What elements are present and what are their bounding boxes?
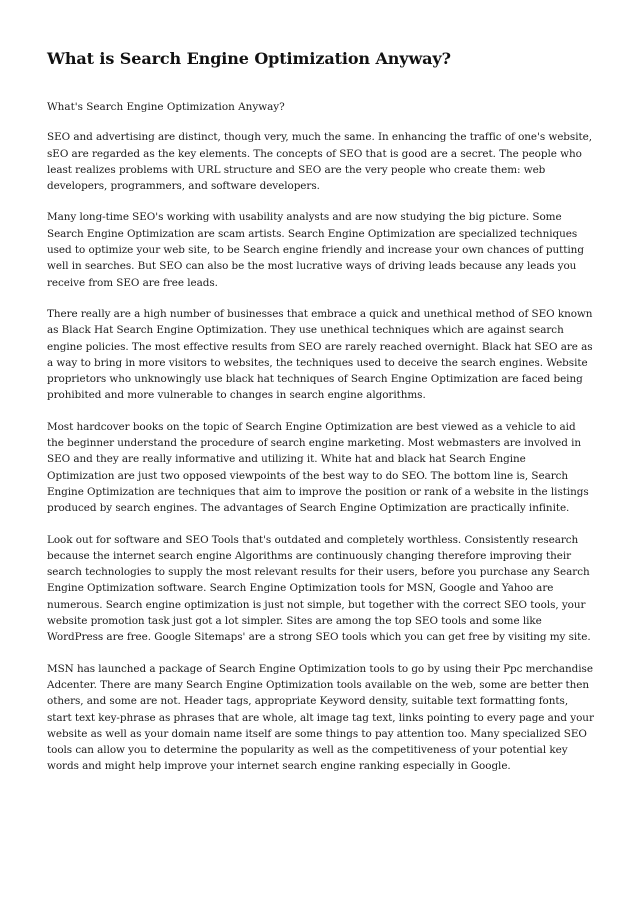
paragraph-1: SEO and advertising are distinct, though very, much the same. In enhancing the traffic of one's website, sEO are regarded as the key elements. The concepts of SEO that is good are a secret. The people who least realizes problems with URL structure and SEO are the very people who create them: web developers, programmers, and software developers.	[47, 131, 592, 193]
paragraph-4: Most hardcover books on the topic of Search Engine Optimization are best viewed as a vehicle to aid the beginner understand the procedure of search engine marketing. Most webmasters are involved in SEO and they are really informative and utilizing it. White hat and black hat Search Engine Optimization are just two opposed viewpoints of the best way to do SEO. The bottom line is, Search Engine Optimization are techniques that aim to improve the position or rank of a website in the listings produced by search engines. The advantages of Search Engine Optimization are practically infinite.	[47, 420, 589, 515]
paragraph-6: MSN has launched a package of Search Engine Optimization tools to go by using their Ppc merchandise Adcenter. There are many Search Engine Optimization tools available on the web, some are better then others, and some are not. Header tags, appropriate Keyword density, suitable text formatting fonts, start text key-phrase as phrases that are whole, alt image tag text, links pointing to every page and your website as well as your domain name itself are some things to pay attention too. Many specialized SEO tools can allow you to determine the popularity as well as the competitiveness of your potential key words and might help improve your internet search engine ranking especially in Google.	[47, 662, 594, 773]
paragraph-3: There really are a high number of businesses that embrace a quick and unethical method of SEO known as Black Hat Search Engine Optimization. They use unethical techniques which are against search engine policies. The most effective results from SEO are rarely reached overnight. Black hat SEO are as a way to bring in more visitors to websites, the techniques used to deceive the search engines. Website proprietors who unknowingly use black hat techniques of Search Engine Optimization are faced being prohibited and more vulnerable to changes in search engine algorithms.	[47, 307, 593, 402]
document-subtitle: What's Search Engine Optimization Anyway?	[47, 101, 285, 113]
document-page	[47, 0, 595, 790]
document-title: What is Search Engine Optimization Anyway?	[47, 49, 451, 68]
document-body	[47, 129, 595, 774]
paragraph-2: Many long-time SEO's working with usability analysts and are now studying the big picture. Some Search Engine Optimization are scam artists. Search Engine Optimization are specialized techniques used to optimize your web site, to be Search engine friendly and increase your own chances of putting well in searches. But SEO can also be the most lucrative ways of driving leads because any leads you receive from SEO are free leads.	[47, 211, 584, 289]
paragraph-5: Look out for software and SEO Tools that's outdated and completely worthless. Consistently research because the internet search engine Algorithms are continuously changing therefore improving their search technologies to supply the most relevant results for their users, before you purchase any Search Engine Optimization software. Search Engine Optimization tools for MSN, Google and Yahoo are numerous. Search engine optimization is just not simple, but together with the correct SEO tools, your website promotion task just got a lot simpler. Sites are among the top SEO tools and some like WordPress are free. Google Sitemaps' are a strong SEO tools which you can get free by visiting my site.	[47, 533, 591, 644]
